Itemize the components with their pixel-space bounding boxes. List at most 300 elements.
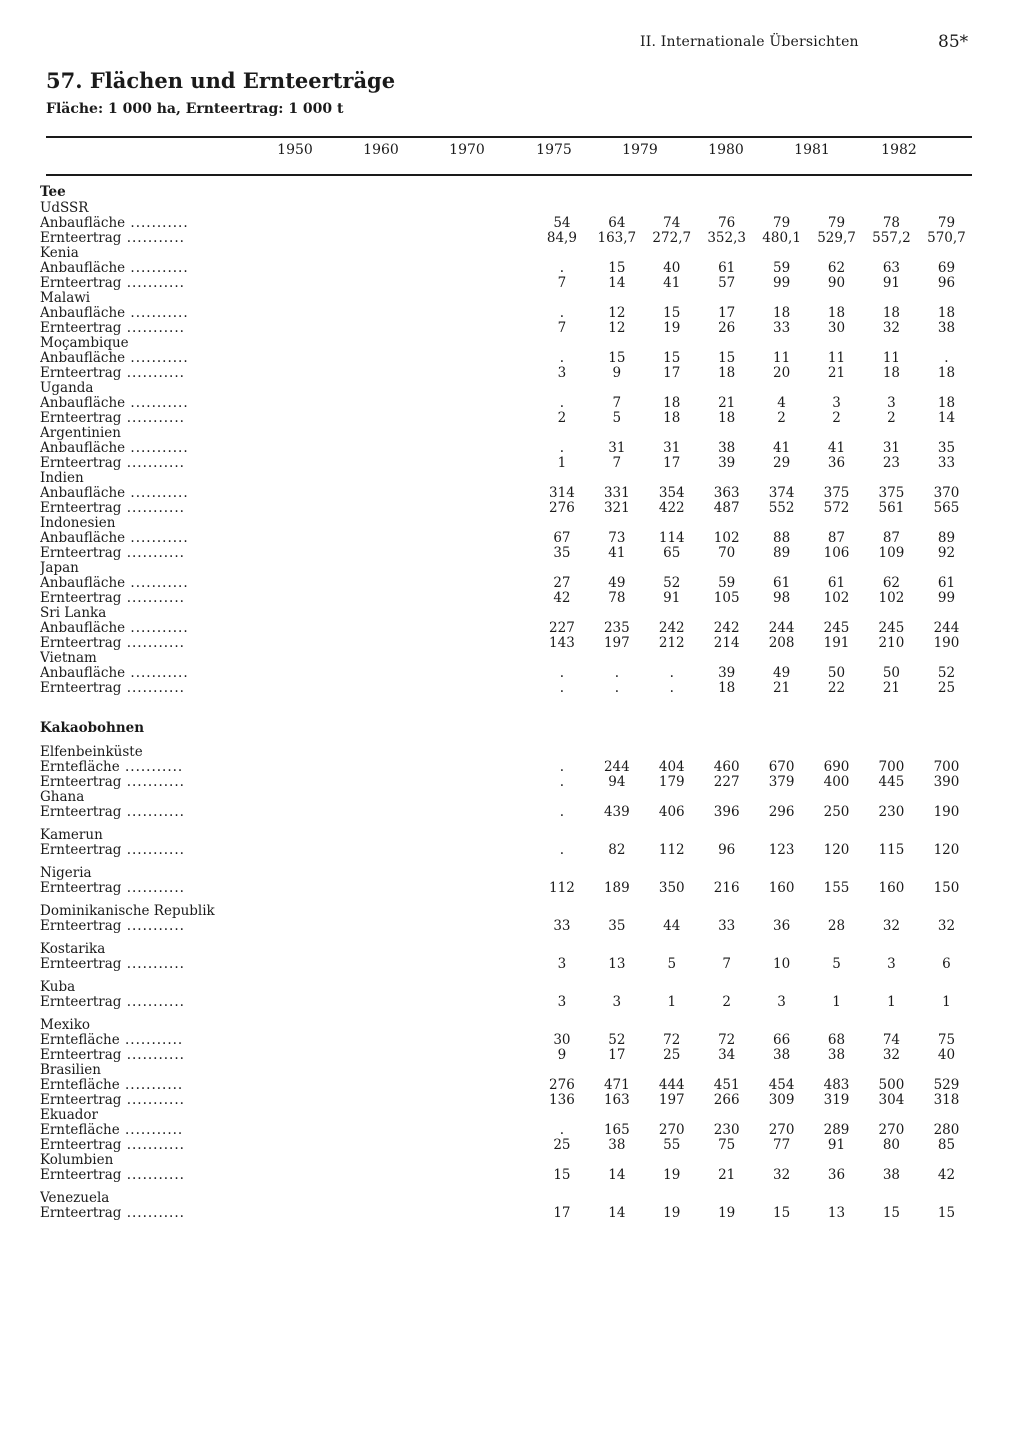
value-cell: . — [559, 261, 565, 276]
value-cell: 19 — [663, 1168, 681, 1183]
value-cell: 31 — [882, 441, 901, 456]
value-cell: 33 — [718, 919, 736, 934]
table-row — [40, 666, 974, 681]
row-label — [40, 411, 534, 426]
value-cell: 480,1 — [762, 231, 801, 246]
country-name: Sri Lanka — [40, 606, 107, 621]
year-header: 1970 — [449, 142, 485, 158]
year-header: 1980 — [708, 142, 744, 158]
value-cell: 84,9 — [546, 231, 577, 246]
value-cell: 235 — [603, 621, 630, 636]
year-header: 1975 — [536, 142, 572, 158]
value-cell: 150 — [933, 881, 960, 896]
value-cell: 163,7 — [597, 231, 637, 246]
value-cell: 29 — [773, 456, 791, 471]
value-cell: 12 — [608, 321, 626, 336]
value-cell: 22 — [827, 681, 846, 696]
country-name: Malawi — [40, 291, 91, 306]
value-cell: 9 — [557, 1048, 567, 1063]
value-cell: 36 — [827, 456, 846, 471]
value-cell: 483 — [823, 1078, 850, 1093]
value-cell: 2 — [832, 411, 841, 426]
country-row — [40, 980, 974, 995]
value-cell: 245 — [878, 621, 905, 636]
spacer-cell — [40, 858, 974, 866]
spacer-cell — [40, 820, 974, 828]
value-cell: 276 — [549, 501, 575, 516]
table-row — [40, 1206, 974, 1221]
value-cell: 18 — [718, 411, 736, 426]
spacer-cell — [40, 1010, 974, 1018]
value-cell: 68 — [827, 1033, 846, 1048]
value-cell: 244 — [768, 621, 795, 636]
year-header: 1979 — [622, 142, 658, 158]
value-cell: 1 — [942, 995, 951, 1010]
value-cell: 155 — [823, 881, 850, 896]
section-spacer — [40, 696, 974, 718]
value-cell: 4 — [777, 396, 786, 411]
value-cell: 49 — [608, 576, 626, 591]
value-cell: 114 — [658, 531, 685, 546]
country-row — [40, 336, 974, 351]
row-spacer — [40, 820, 974, 828]
value-cell: 89 — [937, 531, 956, 546]
value-cell: 179 — [658, 775, 685, 790]
value-cell: 32 — [882, 1048, 901, 1063]
value-cell: 189 — [603, 881, 630, 896]
value-cell: 363 — [713, 486, 740, 501]
value-cell: 34 — [718, 1048, 736, 1063]
row-label-text: Ernteertrag ..... — [40, 546, 185, 561]
value-cell: 106 — [823, 546, 850, 561]
value-cell: 32 — [882, 321, 901, 336]
value-cell: 25 — [663, 1048, 681, 1063]
value-cell: 191 — [823, 636, 850, 651]
value-cell: 18 — [937, 306, 956, 321]
value-cell: 17 — [553, 1206, 571, 1221]
country-row — [40, 1108, 974, 1123]
value-cell: 61 — [773, 576, 791, 591]
row-label — [40, 486, 534, 501]
country-row — [40, 828, 974, 843]
value-cell: 77 — [773, 1138, 791, 1153]
table-units: Fläche: 1 000 ha, Ernteertrag: 1 000 t — [46, 101, 344, 117]
value-cell: 454 — [768, 1078, 795, 1093]
header-rule-top — [46, 136, 972, 138]
country-row — [40, 1191, 974, 1206]
country-name: Dominikanische Republik — [40, 904, 215, 919]
value-cell: 5 — [612, 411, 622, 426]
value-cell: 289 — [823, 1123, 850, 1138]
value-cell: 230 — [713, 1123, 740, 1138]
table-row — [40, 1078, 974, 1093]
row-label-text: Ernteertrag ..... — [40, 995, 185, 1010]
row-label — [40, 1078, 534, 1093]
value-cell: 35 — [608, 919, 626, 934]
value-cell: 471 — [603, 1078, 630, 1093]
country-name: UdSSR — [40, 201, 89, 216]
table-row — [40, 576, 974, 591]
value-cell: 19 — [718, 1206, 736, 1221]
value-cell: 304 — [878, 1093, 905, 1108]
value-cell: 143 — [549, 636, 575, 651]
value-cell: 27 — [553, 576, 571, 591]
value-cell: 210 — [878, 636, 905, 651]
value-cell: 12 — [608, 306, 626, 321]
value-cell: 227 — [549, 621, 575, 636]
value-cell: 7 — [722, 957, 731, 972]
value-cell: 91 — [827, 1138, 846, 1153]
value-cell: 3 — [832, 396, 841, 411]
value-cell: . — [669, 666, 674, 681]
value-cell: 17 — [718, 306, 736, 321]
value-cell: 2 — [887, 411, 896, 426]
row-label — [40, 576, 534, 591]
value-cell: 529 — [933, 1078, 960, 1093]
value-cell: 55 — [663, 1138, 681, 1153]
value-cell: 36 — [773, 919, 791, 934]
country-name: Kuba — [40, 980, 76, 995]
value-cell: 109 — [878, 546, 905, 561]
value-cell: 561 — [878, 501, 905, 516]
year-header: 1950 — [277, 142, 313, 158]
value-cell: 73 — [608, 531, 626, 546]
value-cell: 3 — [557, 366, 567, 381]
value-cell: 270 — [658, 1123, 685, 1138]
value-cell: 33 — [553, 919, 571, 934]
value-cell: 375 — [823, 486, 850, 501]
row-label — [40, 621, 534, 636]
value-cell: 1 — [667, 995, 677, 1010]
value-cell: 21 — [827, 366, 846, 381]
table-row — [40, 919, 974, 934]
value-cell: 32 — [882, 919, 901, 934]
row-label-text: Erntefläche ..... — [40, 1078, 183, 1093]
value-cell: 500 — [878, 1078, 905, 1093]
value-cell: 2 — [557, 411, 567, 426]
value-cell: 163 — [603, 1093, 630, 1108]
row-label-text: Ernteertrag ..... — [40, 591, 185, 606]
value-cell: 99 — [773, 276, 791, 291]
row-label-text: Anbaufläche ..... — [40, 216, 189, 231]
row-label-text: Ernteertrag ..... — [40, 1168, 185, 1183]
table-row — [40, 216, 974, 231]
value-cell: 87 — [882, 531, 901, 546]
country-name: Vietnam — [40, 651, 97, 666]
value-cell: . — [559, 760, 565, 775]
row-label-text: Ernteertrag ..... — [40, 321, 185, 336]
row-label — [40, 881, 534, 896]
country-row — [40, 606, 974, 621]
value-cell: 557,2 — [872, 231, 911, 246]
value-cell: 352,3 — [707, 231, 746, 246]
country-row — [40, 942, 974, 957]
country-name: Nigeria — [40, 866, 92, 881]
table-row — [40, 1123, 974, 1138]
table-row — [40, 775, 974, 790]
value-cell: 67 — [553, 531, 571, 546]
row-label-text: Anbaufläche ..... — [40, 441, 189, 456]
value-cell: 36 — [827, 1168, 846, 1183]
value-cell: 25 — [937, 681, 956, 696]
value-cell: 445 — [878, 775, 905, 790]
value-cell: . — [614, 681, 619, 696]
value-cell: 112 — [658, 843, 685, 858]
value-cell: 123 — [768, 843, 795, 858]
value-cell: 216 — [713, 881, 740, 896]
value-cell: . — [559, 843, 565, 858]
value-cell: 42 — [553, 591, 571, 606]
row-label-text: Anbaufläche ..... — [40, 351, 189, 366]
value-cell: 13 — [827, 1206, 846, 1221]
value-cell: 38 — [718, 441, 736, 456]
value-cell: 35 — [937, 441, 956, 456]
value-cell: 19 — [663, 321, 681, 336]
value-cell: 38 — [882, 1168, 901, 1183]
country-row — [40, 866, 974, 881]
value-cell: 7 — [557, 321, 567, 336]
value-cell: 21 — [718, 1168, 736, 1183]
value-cell: 242 — [713, 621, 740, 636]
value-cell: 17 — [608, 1048, 626, 1063]
row-label — [40, 396, 534, 411]
value-cell: 565 — [933, 501, 960, 516]
value-cell: 15 — [608, 261, 626, 276]
value-cell: 15 — [663, 351, 681, 366]
value-cell: 3 — [887, 396, 896, 411]
value-cell: 120 — [933, 843, 960, 858]
value-cell: 18 — [882, 306, 901, 321]
value-cell: 91 — [663, 591, 681, 606]
value-cell: 76 — [718, 216, 736, 231]
value-cell: 7 — [557, 276, 567, 291]
value-cell: 14 — [608, 276, 626, 291]
value-cell: 350 — [658, 881, 685, 896]
value-cell: 280 — [933, 1123, 960, 1138]
value-cell: 64 — [608, 216, 626, 231]
table-row — [40, 366, 974, 381]
country-name: Uganda — [40, 381, 94, 396]
row-label-text: Ernteertrag ..... — [40, 681, 185, 696]
value-cell: 9 — [612, 366, 622, 381]
value-cell: 354 — [658, 486, 685, 501]
value-cell: 65 — [663, 546, 681, 561]
value-cell: 14 — [608, 1168, 626, 1183]
row-label-text: Anbaufläche ..... — [40, 576, 189, 591]
value-cell: 18 — [773, 306, 791, 321]
value-cell: 49 — [773, 666, 791, 681]
value-cell: 11 — [773, 351, 791, 366]
table-row — [40, 441, 974, 456]
value-cell: 529,7 — [817, 231, 856, 246]
value-cell: . — [669, 681, 674, 696]
table-row — [40, 351, 974, 366]
value-cell: 26 — [718, 321, 736, 336]
country-row — [40, 381, 974, 396]
value-cell: 670 — [768, 760, 795, 775]
value-cell: 94 — [608, 775, 626, 790]
row-label — [40, 276, 534, 291]
country-name: Kenia — [40, 246, 79, 261]
value-cell: 69 — [937, 261, 956, 276]
value-cell: 21 — [882, 681, 901, 696]
country-row — [40, 561, 974, 576]
value-cell: 80 — [882, 1138, 901, 1153]
value-cell: 31 — [608, 441, 626, 456]
country-name: Brasilien — [40, 1063, 101, 1078]
value-cell: 1 — [557, 456, 567, 471]
value-cell: 404 — [658, 760, 685, 775]
country-row — [40, 426, 974, 441]
row-label-text: Erntefläche ..... — [40, 760, 183, 775]
table-row — [40, 1033, 974, 1048]
value-cell: 21 — [718, 396, 736, 411]
value-cell: 102 — [823, 591, 850, 606]
table-row — [40, 411, 974, 426]
value-cell: . — [559, 306, 565, 321]
value-cell: 212 — [658, 636, 685, 651]
table-row — [40, 231, 974, 246]
value-cell: 82 — [608, 843, 626, 858]
section-heading: Kakaobohnen — [40, 720, 145, 736]
value-cell: 41 — [827, 441, 846, 456]
row-label — [40, 995, 534, 1010]
row-label — [40, 351, 534, 366]
value-cell: . — [559, 805, 565, 820]
country-row — [40, 201, 974, 216]
value-cell: 70 — [718, 546, 736, 561]
country-name: Ekuador — [40, 1108, 99, 1123]
value-cell: 112 — [549, 881, 575, 896]
value-cell: 321 — [603, 501, 630, 516]
value-cell: 406 — [658, 805, 685, 820]
row-label-text: Ernteertrag ..... — [40, 805, 185, 820]
row-label — [40, 666, 534, 681]
value-cell: 41 — [773, 441, 791, 456]
value-cell: 59 — [718, 576, 736, 591]
spacer-cell — [40, 896, 974, 904]
row-label — [40, 760, 534, 775]
country-name: Moçambique — [40, 336, 129, 351]
row-label — [40, 775, 534, 790]
section-heading-row — [40, 182, 974, 201]
row-spacer — [40, 972, 974, 980]
value-cell: 15 — [773, 1206, 791, 1221]
row-label-text: Ernteertrag ..... — [40, 501, 185, 516]
row-spacer — [40, 858, 974, 866]
row-label — [40, 531, 534, 546]
country-row — [40, 471, 974, 486]
table-row — [40, 805, 974, 820]
value-cell: 160 — [878, 881, 905, 896]
value-cell: 54 — [553, 216, 571, 231]
value-cell: 14 — [937, 411, 956, 426]
value-cell: 115 — [878, 843, 905, 858]
value-cell: 18 — [663, 411, 681, 426]
row-label-text: Ernteertrag ..... — [40, 456, 185, 471]
value-cell: 570,7 — [927, 231, 966, 246]
value-cell: 38 — [608, 1138, 626, 1153]
value-cell: . — [559, 666, 565, 681]
value-cell: 23 — [882, 456, 901, 471]
row-label-text: Ernteertrag ..... — [40, 276, 185, 291]
value-cell: 62 — [882, 576, 901, 591]
value-cell: 59 — [773, 261, 791, 276]
table-title: 57. Flächen und Ernteerträge — [46, 68, 396, 93]
value-cell: 208 — [768, 636, 795, 651]
value-cell: 52 — [608, 1033, 626, 1048]
value-cell: 15 — [608, 351, 626, 366]
year-header: 1981 — [794, 142, 830, 158]
value-cell: 38 — [937, 321, 956, 336]
row-label — [40, 366, 534, 381]
row-label — [40, 1048, 534, 1063]
table-row — [40, 396, 974, 411]
value-cell: 30 — [553, 1033, 571, 1048]
row-label-text: Erntefläche ..... — [40, 1123, 183, 1138]
value-cell: 33 — [773, 321, 791, 336]
value-cell: 98 — [773, 591, 791, 606]
value-cell: 197 — [603, 636, 630, 651]
value-cell: 396 — [713, 805, 740, 820]
value-cell: 318 — [933, 1093, 960, 1108]
table-row — [40, 456, 974, 471]
value-cell: 266 — [713, 1093, 740, 1108]
value-cell: 245 — [823, 621, 850, 636]
table-row — [40, 681, 974, 696]
value-cell: 314 — [549, 486, 575, 501]
value-cell: 375 — [878, 486, 905, 501]
value-cell: . — [559, 775, 565, 790]
country-row — [40, 904, 974, 919]
value-cell: 66 — [773, 1033, 791, 1048]
value-cell: 460 — [713, 760, 740, 775]
value-cell: 3 — [557, 995, 567, 1010]
year-header: 1960 — [363, 142, 399, 158]
value-cell: 14 — [608, 1206, 626, 1221]
value-cell: 15 — [553, 1168, 571, 1183]
row-label — [40, 306, 534, 321]
country-row — [40, 790, 974, 805]
value-cell: 572 — [823, 501, 850, 516]
value-cell: 78 — [608, 591, 626, 606]
value-cell: 5 — [667, 957, 677, 972]
value-cell: 90 — [827, 276, 846, 291]
row-label — [40, 261, 534, 276]
value-cell: 296 — [768, 805, 795, 820]
value-cell: 33 — [937, 456, 956, 471]
section-heading: Tee — [40, 184, 66, 200]
row-label-text: Ernteertrag ..... — [40, 411, 185, 426]
value-cell: 63 — [882, 261, 901, 276]
value-cell: 227 — [713, 775, 740, 790]
value-cell: 379 — [768, 775, 795, 790]
row-label — [40, 919, 534, 934]
row-label-text: Anbaufläche ..... — [40, 486, 189, 501]
value-cell: 50 — [882, 666, 901, 681]
row-label-text: Ernteertrag ..... — [40, 775, 185, 790]
country-name: Indien — [40, 471, 84, 486]
table-row — [40, 636, 974, 651]
value-cell: 18 — [718, 366, 736, 381]
spacer-cell — [40, 696, 974, 718]
row-label-text: Anbaufläche ..... — [40, 621, 189, 636]
value-cell: 75 — [937, 1033, 956, 1048]
value-cell: 62 — [827, 261, 846, 276]
value-cell: 690 — [823, 760, 850, 775]
value-cell: 190 — [933, 805, 960, 820]
value-cell: 30 — [827, 321, 846, 336]
